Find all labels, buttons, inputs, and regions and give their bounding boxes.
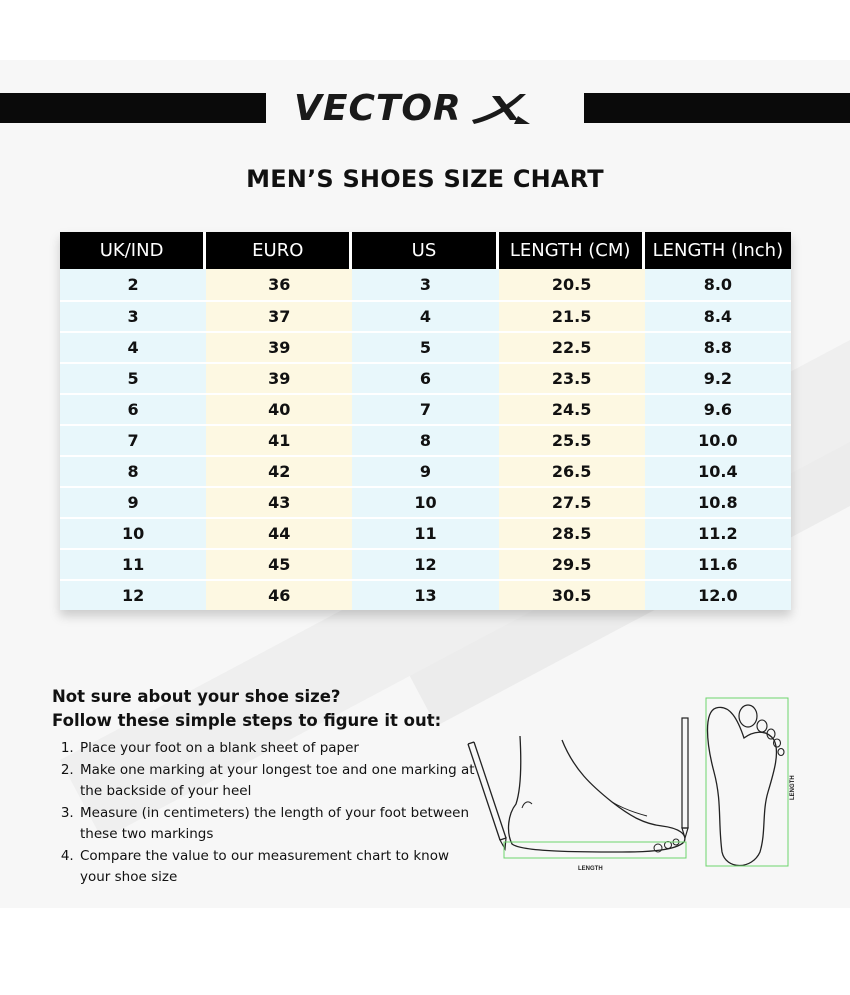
foot-measurement-illustration — [462, 692, 802, 882]
pencil-icon — [468, 742, 506, 849]
side-foot-outline — [509, 736, 685, 852]
cell-euro: 45 — [206, 548, 352, 579]
header-bar-right — [584, 93, 850, 123]
cell-uk-ind: 10 — [60, 517, 206, 548]
cell-length-inch: 12.0 — [645, 579, 791, 610]
cell-uk-ind: 5 — [60, 362, 206, 393]
cell-euro: 39 — [206, 362, 352, 393]
cell-us: 9 — [352, 455, 498, 486]
sole-guide-box — [706, 698, 788, 866]
instructions-steps — [52, 738, 482, 888]
cell-length-cm: 20.5 — [499, 269, 645, 300]
cell-us: 6 — [352, 362, 498, 393]
table-row — [60, 517, 791, 548]
cell-length-cm: 28.5 — [499, 517, 645, 548]
cell-length-cm: 29.5 — [499, 548, 645, 579]
cell-uk-ind: 7 — [60, 424, 206, 455]
cell-length-inch: 9.6 — [645, 393, 791, 424]
page-title: MEN’S SHOES SIZE CHART — [246, 165, 604, 193]
cell-uk-ind: 6 — [60, 393, 206, 424]
cell-length-inch: 10.4 — [645, 455, 791, 486]
sole-foot-outline — [708, 707, 777, 865]
cell-uk-ind: 8 — [60, 455, 206, 486]
table-row — [60, 300, 791, 331]
header-length-inch: LENGTH (Inch) — [645, 232, 791, 269]
pencil-icon — [682, 718, 688, 838]
cell-length-inch: 10.8 — [645, 486, 791, 517]
instructions-heading: Not sure about your shoe size? — [52, 687, 341, 706]
cell-length-cm: 22.5 — [499, 331, 645, 362]
cell-euro: 42 — [206, 455, 352, 486]
instruction-step: 2. Make one marking at your longest toe and one marking at the backside of your heel — [78, 760, 482, 802]
table-row — [60, 269, 791, 300]
cell-us: 12 — [352, 548, 498, 579]
vector-x-icon — [470, 90, 532, 126]
header-us: US — [352, 232, 498, 269]
cell-uk-ind: 12 — [60, 579, 206, 610]
cell-length-inch: 8.8 — [645, 331, 791, 362]
table-row — [60, 424, 791, 455]
cell-length-cm: 24.5 — [499, 393, 645, 424]
cell-length-cm: 25.5 — [499, 424, 645, 455]
cell-uk-ind: 11 — [60, 548, 206, 579]
cell-euro: 44 — [206, 517, 352, 548]
instruction-step: 1. Place your foot on a blank sheet of paper — [78, 738, 482, 759]
instructions-subheading: Follow these simple steps to figure it out: — [52, 711, 442, 730]
cell-length-cm: 27.5 — [499, 486, 645, 517]
cell-euro: 46 — [206, 579, 352, 610]
cell-uk-ind: 3 — [60, 300, 206, 331]
table-row — [60, 548, 791, 579]
cell-us: 4 — [352, 300, 498, 331]
cell-length-cm: 30.5 — [499, 579, 645, 610]
table-header-row — [60, 232, 791, 269]
cell-us: 8 — [352, 424, 498, 455]
cell-euro: 41 — [206, 424, 352, 455]
cell-length-inch: 11.2 — [645, 517, 791, 548]
side-length-label: LENGTH — [578, 866, 603, 872]
table-row — [60, 579, 791, 610]
table-row — [60, 486, 791, 517]
cell-length-inch: 10.0 — [645, 424, 791, 455]
table-row — [60, 331, 791, 362]
instruction-step: 4. Compare the value to our measurement chart to know your shoe size — [78, 846, 482, 888]
cell-uk-ind: 4 — [60, 331, 206, 362]
header-bar-left — [0, 93, 266, 123]
cell-us: 5 — [352, 331, 498, 362]
cell-length-inch: 9.2 — [645, 362, 791, 393]
sole-length-label: LENGTH — [790, 775, 796, 800]
cell-us: 7 — [352, 393, 498, 424]
table-body — [60, 269, 791, 610]
cell-us: 13 — [352, 579, 498, 610]
cell-euro: 43 — [206, 486, 352, 517]
cell-length-inch: 8.0 — [645, 269, 791, 300]
header-uk-ind: UK/IND — [60, 232, 206, 269]
cell-us: 10 — [352, 486, 498, 517]
instruction-step: 3. Measure (in centimeters) the length of your foot between these two markings — [78, 803, 482, 845]
cell-uk-ind: 2 — [60, 269, 206, 300]
table-row — [60, 455, 791, 486]
cell-euro: 37 — [206, 300, 352, 331]
brand-name: VECTOR — [294, 87, 462, 129]
cell-euro: 40 — [206, 393, 352, 424]
cell-us: 11 — [352, 517, 498, 548]
cell-length-cm: 21.5 — [499, 300, 645, 331]
size-chart-table — [60, 232, 791, 610]
cell-length-cm: 23.5 — [499, 362, 645, 393]
header-length-cm: LENGTH (CM) — [499, 232, 645, 269]
cell-length-cm: 26.5 — [499, 455, 645, 486]
table-row — [60, 362, 791, 393]
cell-length-inch: 8.4 — [645, 300, 791, 331]
cell-length-inch: 11.6 — [645, 548, 791, 579]
cell-euro: 36 — [206, 269, 352, 300]
brand-logo — [294, 86, 556, 130]
cell-euro: 39 — [206, 331, 352, 362]
cell-uk-ind: 9 — [60, 486, 206, 517]
table-row — [60, 393, 791, 424]
instructions — [52, 685, 482, 889]
cell-us: 3 — [352, 269, 498, 300]
header-euro: EURO — [206, 232, 352, 269]
